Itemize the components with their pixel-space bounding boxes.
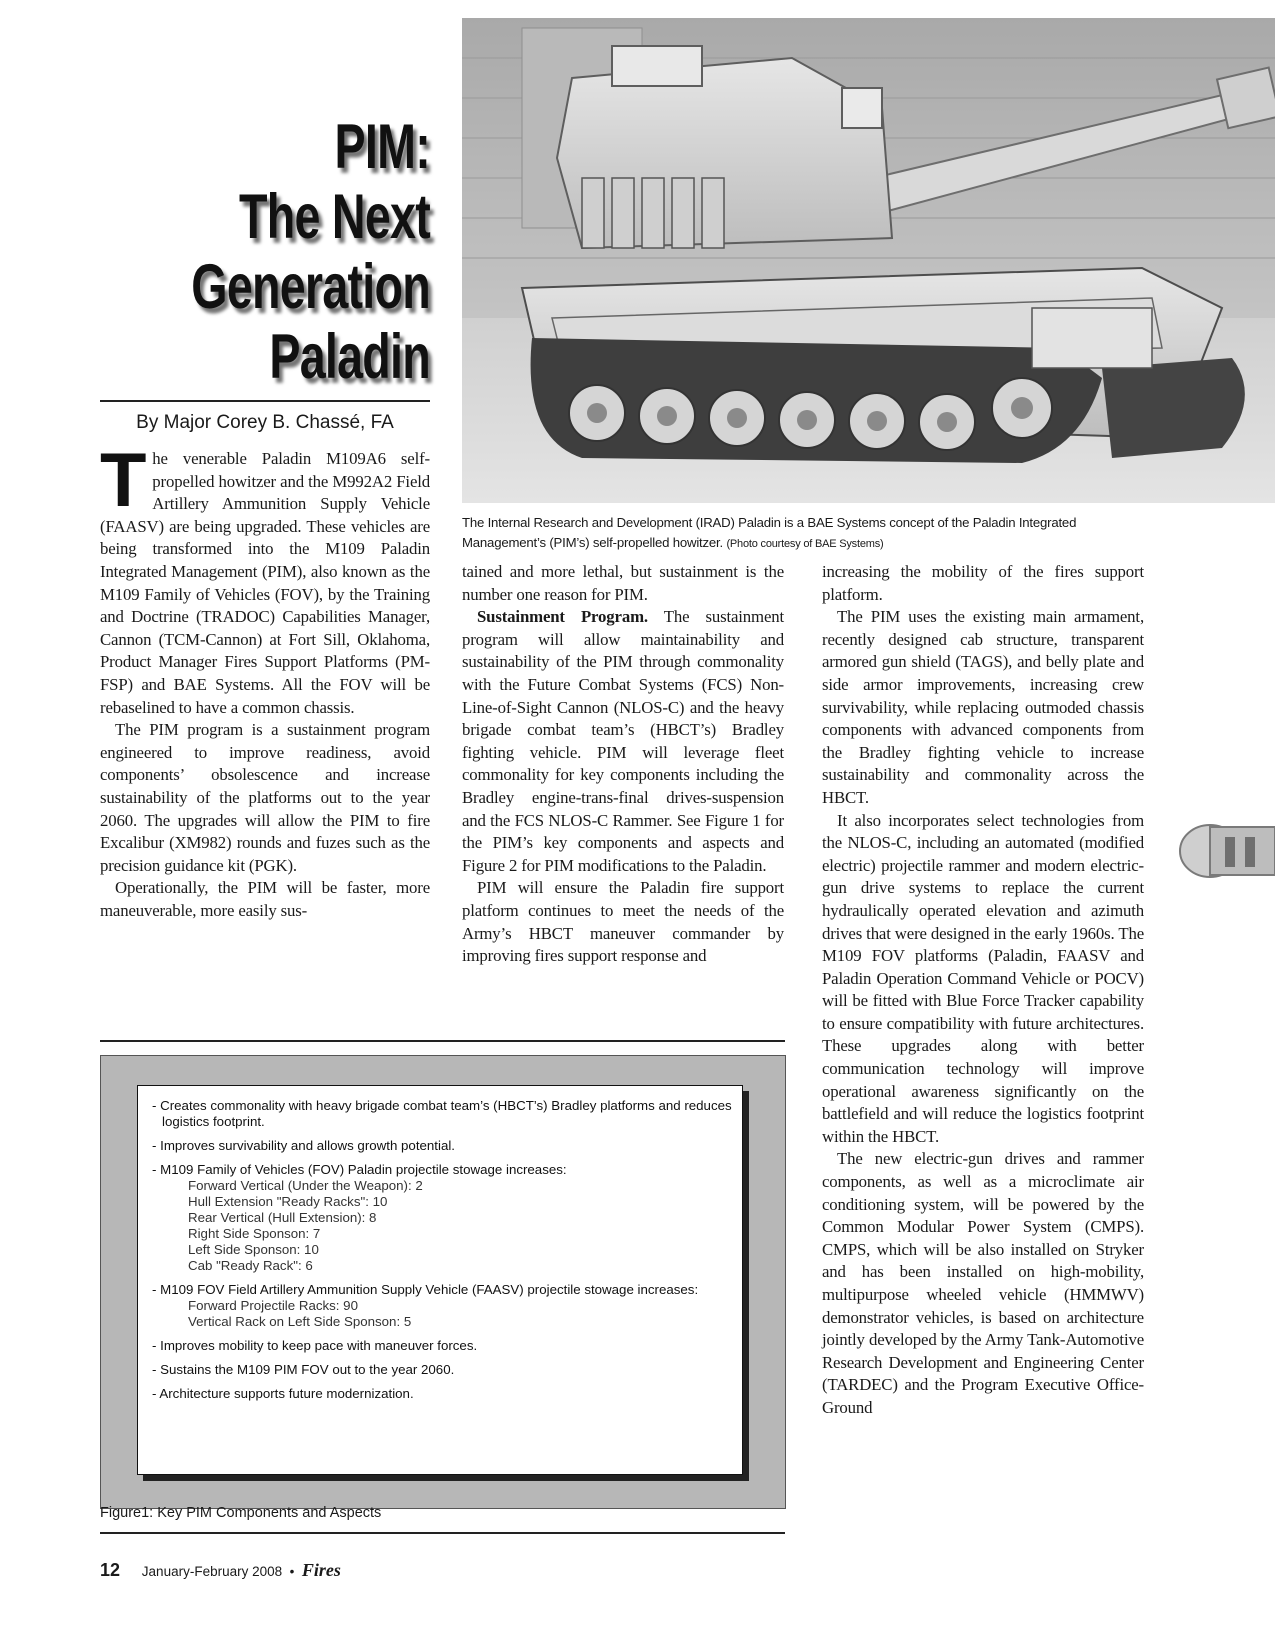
figure-bottom-rule (100, 1532, 785, 1534)
col3-para-2: The PIM uses the existing main armament, recently designed cab structure, transparent armored gun shield (TAGS), and belly plate and side armor improvements, increasing crew survivability, while replacing outmoded chassis components with advanced components from the Bradley fighting vehicle to increase sustainability and commonality across the HBCT. (822, 607, 1144, 807)
col3-para-4: The new electric-gun drives and rammer components, as well as a microclimate air conditioning system, will be powered by the Common Modular Power System (CMPS). CMPS, which will be also installed on Stryker and has been installed on high-mobility, multipurpose wheeled vehicle (HMMWV) demonstrator vehicles, is based on architecture jointly developed by the Army Tank-Automotive Research Development and Engineering Center (TARDEC) and the Program Executive Office-Ground (822, 1149, 1144, 1417)
col2-para-1: tained and more lethal, but sustainment is the number one reason for PIM. (462, 562, 784, 604)
paladin-stowage-list (188, 1178, 732, 1274)
column-1 (100, 438, 430, 922)
column-3 (822, 561, 1144, 1420)
figure-item-7: - Architecture supports future modernization. (152, 1386, 414, 1401)
title-line-2: The Next (239, 182, 430, 252)
page-number: 12 (100, 1560, 121, 1580)
faasv-stowage-list (188, 1298, 732, 1330)
col2-para-2-text: The sustainment program will allow maintainability and sustainability of the PIM through commonality with the Future Combat Systems (FCS) Non-Line-of-Sight Cannon (NLOS-C) and the heavy brigade combat team’s (HBCT’s) Bradley fighting vehicle. PIM will leverage fleet commonality for key components including the Bradley engine-trans-final drives-suspension and the FCS NLOS-C Rammer. See Figure 1 for the PIM’s key components and aspects and Figure 2 for PIM modifications to the Paladin. (462, 607, 784, 875)
paladin-illustration (462, 18, 1275, 503)
figure-top-rule (100, 1040, 785, 1042)
title-rule (100, 400, 430, 402)
col3-para-1: increasing the mobility of the fires support platform. (822, 562, 1144, 604)
stowage-line: Forward Projectile Racks: 90 (188, 1298, 358, 1313)
figure-item-3: - M109 Family of Vehicles (FOV) Paladin projectile stowage increases: (152, 1162, 567, 1177)
photo-caption (462, 513, 1152, 554)
page-footer (100, 1560, 341, 1581)
stowage-line: Forward Vertical (Under the Weapon): 2 (188, 1178, 423, 1193)
figure-item-1: - Creates commonality with heavy brigade combat team’s (HBCT’s) Bradley platforms and reduces logistics footprint. (152, 1098, 732, 1129)
figure-item-5: - Improves mobility to keep pace with maneuver forces. (152, 1338, 478, 1353)
section-heading: Sustainment Program. (477, 607, 648, 627)
figure-item-4: - M109 FOV Field Artillery Ammunition Supply Vehicle (FAASV) projectile stowage increases: (152, 1282, 699, 1297)
photo-credit: (Photo courtesy of BAE Systems) (726, 538, 884, 550)
col2-para-2 (462, 606, 784, 877)
title-line-4: Paladin (269, 322, 430, 392)
col1-para-1 (100, 438, 430, 719)
magazine-name: Fires (301, 1560, 341, 1580)
paladin-photo (462, 18, 1275, 503)
footer-separator: • (289, 1564, 295, 1579)
title-line-1: PIM: (334, 112, 430, 182)
column-2 (462, 561, 784, 968)
col1-para-1-text: he venerable Paladin M109A6 self-propelled howitzer and the M992A2 Field Artillery Ammunition Supply Vehicle (FAASV) are being upgraded. These vehicles are being transformed into the M109 Paladin Integrated Management (PIM), also known as the M109 Family of Vehicles (FOV), by the Training and Doctrine (TRADOC) Capabilities Manager, Cannon (TCM-Cannon) at Fort Sill, Oklahoma, Product Manager Fires Support Platforms (PM-FSP) and BAE Systems. All the FOV will be rebaselined to have a common chassis. (100, 449, 430, 717)
photo-caption-text: The Internal Research and Development (IRAD) Paladin is a BAE Systems concept of the Paladin Integrated Management’s (PIM’s) self-propelled howitzer. (462, 515, 1077, 550)
drop-cap: T (100, 438, 147, 523)
figure-item-6: - Sustains the M109 PIM FOV out to the year 2060. (152, 1362, 455, 1377)
figure-1-panel (137, 1085, 743, 1475)
stowage-line: Cab "Ready Rack": 6 (188, 1258, 313, 1273)
issue-date: January-February 2008 (141, 1564, 283, 1579)
stowage-line: Vertical Rack on Left Side Sponson: 5 (188, 1314, 412, 1329)
title-line-3: Generation (191, 252, 430, 322)
byline: By Major Corey B. Chassé, FA (136, 412, 394, 433)
article-title (156, 112, 430, 392)
stowage-line: Hull Extension "Ready Racks": 10 (188, 1194, 388, 1209)
stowage-line: Right Side Sponson: 7 (188, 1226, 321, 1241)
stowage-line: Rear Vertical (Hull Extension): 8 (188, 1210, 377, 1225)
stowage-line: Left Side Sponson: 10 (188, 1242, 319, 1257)
col2-para-3: PIM will ensure the Paladin fire support platform continues to meet the needs of the Army’s HBCT maneuver commander by improving fires support response and (462, 878, 784, 966)
side-tab-icon (1170, 815, 1275, 887)
col1-para-3: Operationally, the PIM will be faster, more maneuverable, more easily sus- (100, 878, 430, 920)
figure-item-2: - Improves survivability and allows growth potential. (152, 1138, 456, 1153)
col3-para-3: It also incorporates select technologies from the NLOS-C, including an automated (modified electric) projectile rammer and modern electric-gun drive systems to replace the current hydraulically operated elevation and azimuth drives that were designed in the early 1960s. The M109 FOV platforms (Paladin, FAASV and Paladin Operation Command Vehicle or POCV) will be fitted with Blue Force Tracker capability to ensure compatibility with future architectures. These upgrades along with better communication technology will improve operational awareness significantly on the battlefield and will reduce the logistics footprint within the HBCT. (822, 810, 1144, 1146)
figure-1-caption: Figure1: Key PIM Components and Aspects (100, 1505, 382, 1521)
col1-para-2: The PIM program is a sustainment program engineered to improve readiness, avoid components’ obsolescence and increase sustainability of the platforms out to the year 2060. The upgrades will allow the PIM to fire Excalibur (XM982) rounds and fuzes such as the precision guidance kit (PGK). (100, 720, 430, 875)
